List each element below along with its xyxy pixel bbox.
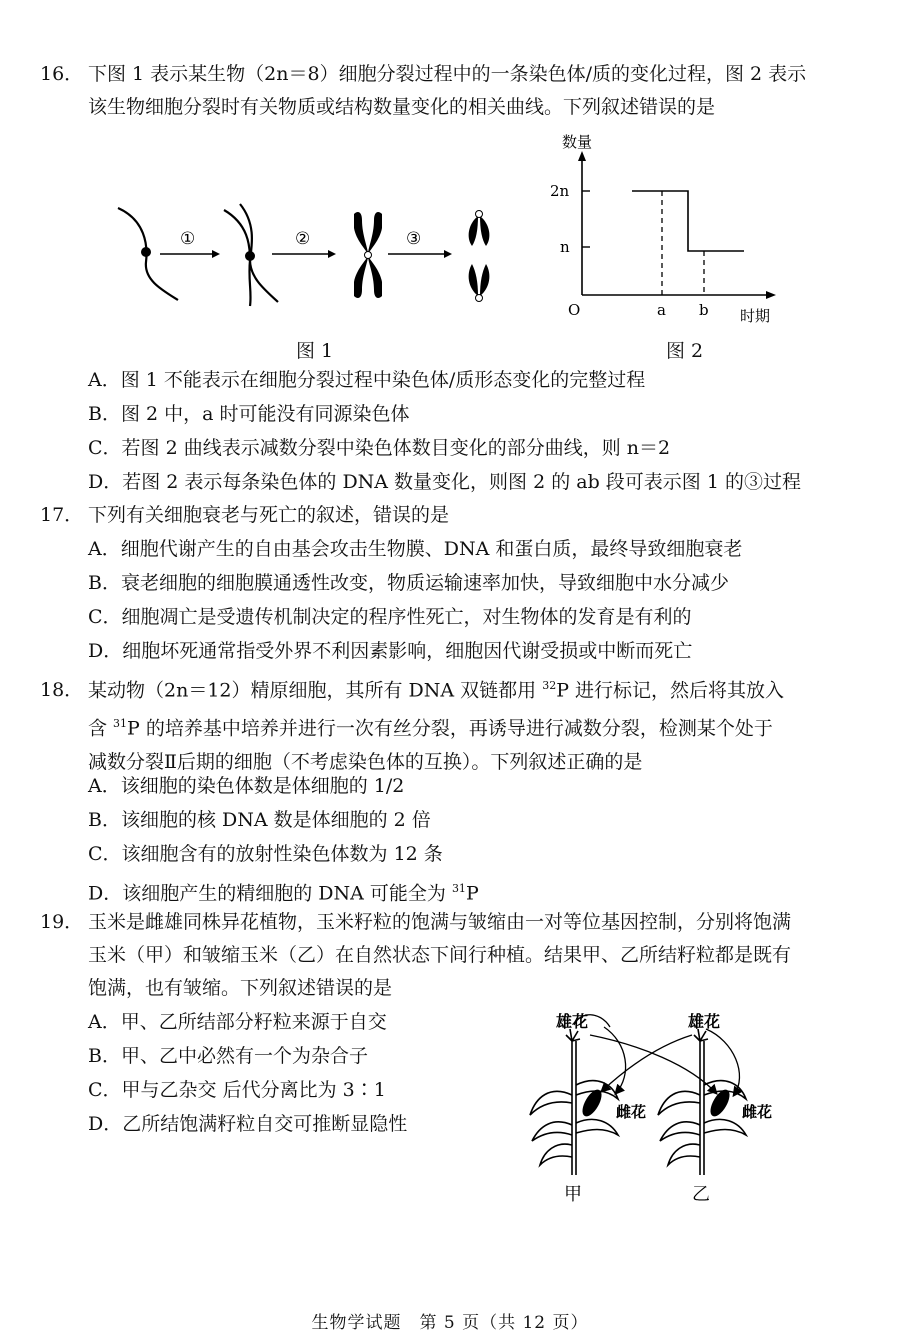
option-a: A．细胞代谢产生的自由基会攻击生物膜、DNA 和蛋白质，最终导致细胞衰老: [88, 538, 743, 560]
x-axis-label: 时期: [740, 307, 771, 325]
question-19: 19． 玉米是雌雄同株异花植物，玉米籽粒的饱满与皱缩由一对等位基因控制，分别将饱满 玉米（甲）和皱缩玉米（乙）在自然状态下间行种植。结果甲、乙所结籽粒都是既有 饱满，也有皱缩。下列叙述错误的是: [40, 906, 860, 1005]
origin-label: O: [568, 301, 581, 319]
question-number: 18．: [40, 679, 84, 702]
male-flower-label-2: 雄花: [688, 1012, 721, 1031]
plant-1-label: 甲: [564, 1184, 582, 1205]
question-16: [40, 58, 860, 124]
data-curve: [632, 191, 744, 251]
corn-plant-2: [658, 1029, 746, 1175]
option-c: C．若图 2 曲线表示减数分裂中染色体数目变化的部分曲线，则 n＝2: [88, 437, 671, 459]
question-stem: 该生物细胞分裂时有关物质或结构数量变化的相关曲线。下列叙述错误的是: [88, 96, 716, 118]
question-stem: 下列有关细胞衰老与死亡的叙述，错误的是: [88, 504, 450, 526]
step-3-label: ③: [406, 229, 422, 249]
plant-2-label: 乙: [692, 1184, 710, 1205]
question-17: [40, 499, 860, 532]
option-d: D．该细胞产生的精细胞的 DNA 可能全为 $^{31}$P: [88, 882, 479, 905]
option-d: D．若图 2 表示每条染色体的 DNA 数量变化，则图 2 的 ab 段可表示图 1 的③过程: [88, 471, 801, 493]
step-2-label: ②: [295, 229, 311, 249]
figure-1-chromosome-diagram: [100, 190, 510, 315]
female-flower-label-2: 雌花: [742, 1103, 773, 1121]
female-flower-label-1: 雌花: [616, 1103, 647, 1121]
y-tick-2n: 2n: [550, 182, 570, 200]
option-b: B．衰老细胞的细胞膜通透性改变，物质运输速率加快，导致细胞中水分减少: [88, 572, 729, 594]
option-d: D．乙所结饱满籽粒自交可推断显隐性: [88, 1113, 408, 1135]
option-b: B．该细胞的核 DNA 数是体细胞的 2 倍: [88, 809, 431, 831]
option-a: A．该细胞的染色体数是体细胞的 1/2: [88, 775, 405, 797]
centromere: [245, 251, 255, 261]
option-d: D．细胞坏死通常指受外界不利因素影响，细胞因代谢受损或中断而死亡: [88, 640, 693, 662]
x-tick-a: a: [657, 301, 666, 319]
question-18: 18． 某动物（2n＝12）精原细胞，其所有 DNA 双链都用 $^{32}$P 进行标记，然后将其放入 含 $^{31}$P 的培养基中培养并进行一次有丝分裂，再诱导进行减数分裂，检测某个处于 减数分裂Ⅱ后期的细胞（不考虑染色体的互换）。下列叙述正确的是: [40, 669, 860, 779]
option-a: A．甲、乙所结部分籽粒来源于自交: [88, 1011, 387, 1033]
question-number: 17．: [40, 504, 84, 526]
chromosome-x-shape: [354, 212, 382, 298]
option-a: A．图 1 不能表示在细胞分裂过程中染色体/质形态变化的完整过程: [88, 369, 646, 391]
figure-1-caption: 图 1: [296, 340, 334, 362]
male-flower-label-1: 雄花: [556, 1012, 589, 1031]
separated-chromatids: [469, 211, 490, 302]
option-b: B．图 2 中，a 时可能没有同源染色体: [88, 403, 410, 425]
question-number: 19．: [40, 911, 84, 933]
y-tick-n: n: [560, 238, 570, 256]
option-c: C．甲与乙杂交 后代分离比为 3∶1: [88, 1079, 386, 1101]
pollination-arrows: [590, 1027, 739, 1095]
x-tick-b: b: [699, 301, 709, 319]
question-stem: 下图 1 表示某生物（2n＝8）细胞分裂过程中的一条染色体/质的变化过程，图 2 表示: [88, 63, 807, 85]
y-axis-label: 数量: [562, 133, 593, 151]
option-c: C．细胞凋亡是受遗传机制决定的程序性死亡，对生物体的发育是有利的: [88, 606, 692, 628]
step-1-label: ①: [180, 229, 196, 249]
centromere: [141, 247, 151, 257]
figure-2-chart: [540, 125, 790, 330]
page-footer: 生物学试题 第 5 页（共 12 页）: [311, 1313, 589, 1333]
option-b: B．甲、乙中必然有一个为杂合子: [88, 1045, 368, 1067]
corn-plants-figure: [520, 1005, 810, 1210]
option-c: C．该细胞含有的放射性染色体数为 12 条: [88, 843, 443, 865]
question-number: 16．: [40, 63, 84, 85]
figure-2-caption: 图 2: [666, 340, 704, 362]
